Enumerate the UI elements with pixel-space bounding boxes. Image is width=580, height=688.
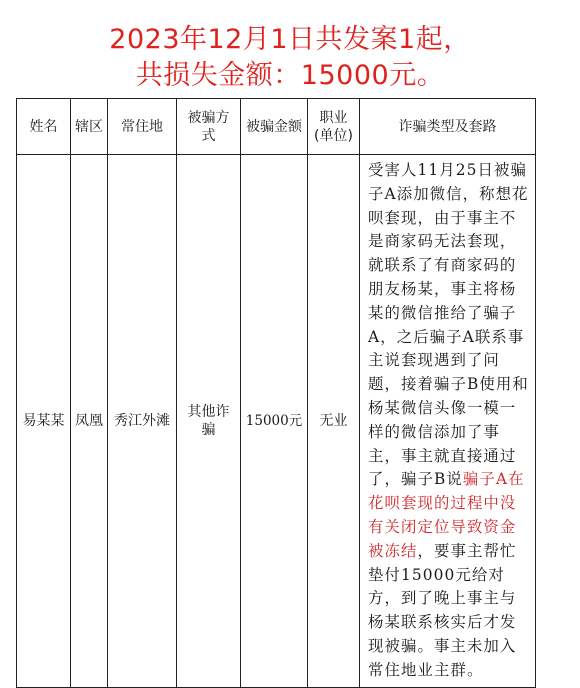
detail-text-pre: 受害人11月25日被骗子A添加微信，称想花呗套现，由于事主不是商家码无法套现，就联系了有商家码的朋友杨某，事主将杨某的微信推给了骗子A，之后骗子A联系事主说套现遇到了问题，接着骗子B使用和杨某微信头像一模一样的微信添加了事主，事主就直接通过了，骗子B说 — [368, 161, 529, 489]
fraud-case-table — [16, 98, 536, 688]
report-title-line2: 共损失金额：15000元。 — [135, 60, 445, 91]
cell-district: 凤凰 — [71, 155, 108, 688]
header-district: 辖区 — [71, 99, 108, 155]
header-fraud-detail: 诈骗类型及套路 — [360, 99, 536, 155]
report-title-line1: 2023年12月1日共发案1起， — [109, 24, 471, 55]
header-residence: 常住地 — [108, 99, 177, 155]
cell-fraud-detail — [360, 155, 536, 688]
detail-text-post: ，要事主帮忙垫付15000元给对方，到了晚上事主与杨某联系核实后才发现被骗。事主未加入常住地业主群。 — [368, 541, 517, 679]
detail-text-highlight: 骗子A在花呗套现的过程中没有关闭定位导致资金被冻结 — [368, 470, 525, 560]
cell-residence: 秀江外滩 — [108, 155, 177, 688]
table-header-row — [17, 99, 536, 155]
header-method: 被骗方式 — [177, 99, 241, 155]
header-name: 姓名 — [17, 99, 71, 155]
cell-amount: 15000元 — [241, 155, 308, 688]
cell-name: 易某某 — [17, 155, 71, 688]
header-amount: 被骗金额 — [241, 99, 308, 155]
table-row — [17, 155, 536, 688]
cell-method: 其他诈骗 — [177, 155, 241, 688]
cell-occupation: 无业 — [308, 155, 360, 688]
header-occupation: 职业(单位) — [308, 99, 360, 155]
